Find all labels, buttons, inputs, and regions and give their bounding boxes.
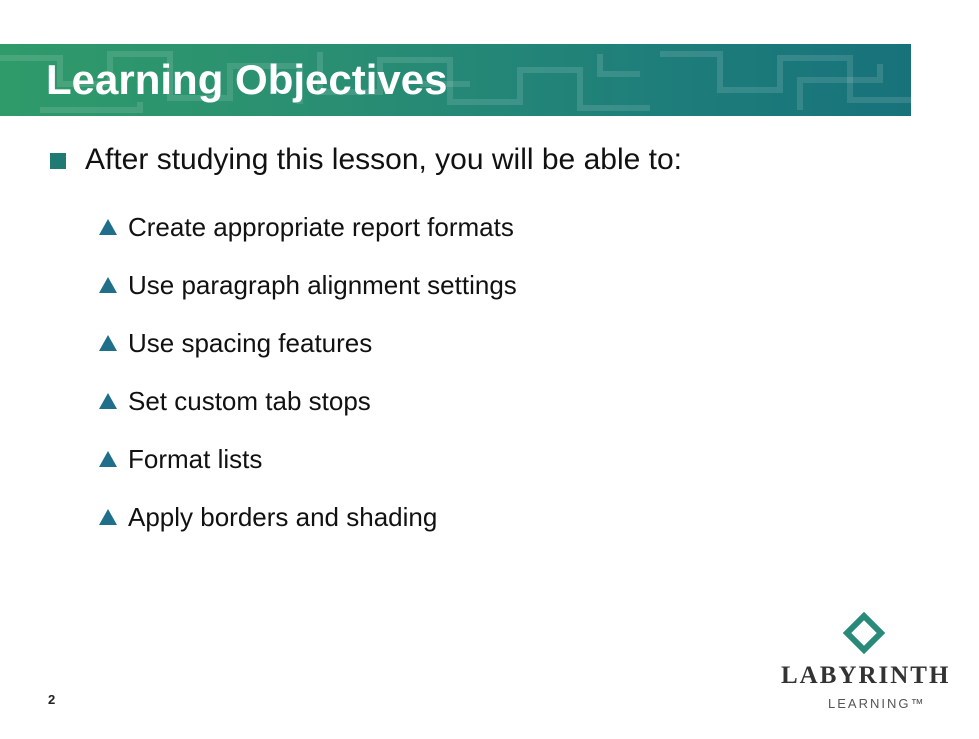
- triangle-bullet-icon: [98, 334, 118, 352]
- list-item: [98, 430, 517, 488]
- diamond-logo-icon: [843, 612, 885, 654]
- lead-text: After studying this lesson, you will be able to:: [85, 143, 682, 176]
- triangle-bullet-icon: [98, 218, 118, 236]
- list-item: [98, 372, 517, 430]
- list-item: [98, 256, 517, 314]
- objective-text: Apply borders and shading: [128, 502, 438, 532]
- page-title: Learning Objectives: [46, 56, 448, 103]
- objective-text: Use spacing features: [128, 328, 373, 358]
- lead-item: [50, 140, 682, 180]
- title-banner: [0, 44, 911, 116]
- objective-text: Format lists: [128, 444, 263, 474]
- square-bullet-icon: [50, 153, 66, 169]
- objective-text: Create appropriate report formats: [128, 212, 514, 242]
- list-item: [98, 488, 517, 546]
- logo-subtitle: LEARNING™: [828, 696, 926, 711]
- triangle-bullet-icon: [98, 392, 118, 410]
- objectives-list: [98, 198, 517, 546]
- labyrinth-logo: [776, 612, 956, 714]
- objective-text: Use paragraph alignment settings: [128, 270, 517, 300]
- list-item: [98, 314, 517, 372]
- logo-name: LABYRINTH: [781, 662, 951, 689]
- list-item: [98, 198, 517, 256]
- page-number: 2: [48, 692, 56, 707]
- triangle-bullet-icon: [98, 508, 118, 526]
- objective-text: Set custom tab stops: [128, 386, 371, 416]
- triangle-bullet-icon: [98, 450, 118, 468]
- triangle-bullet-icon: [98, 276, 118, 294]
